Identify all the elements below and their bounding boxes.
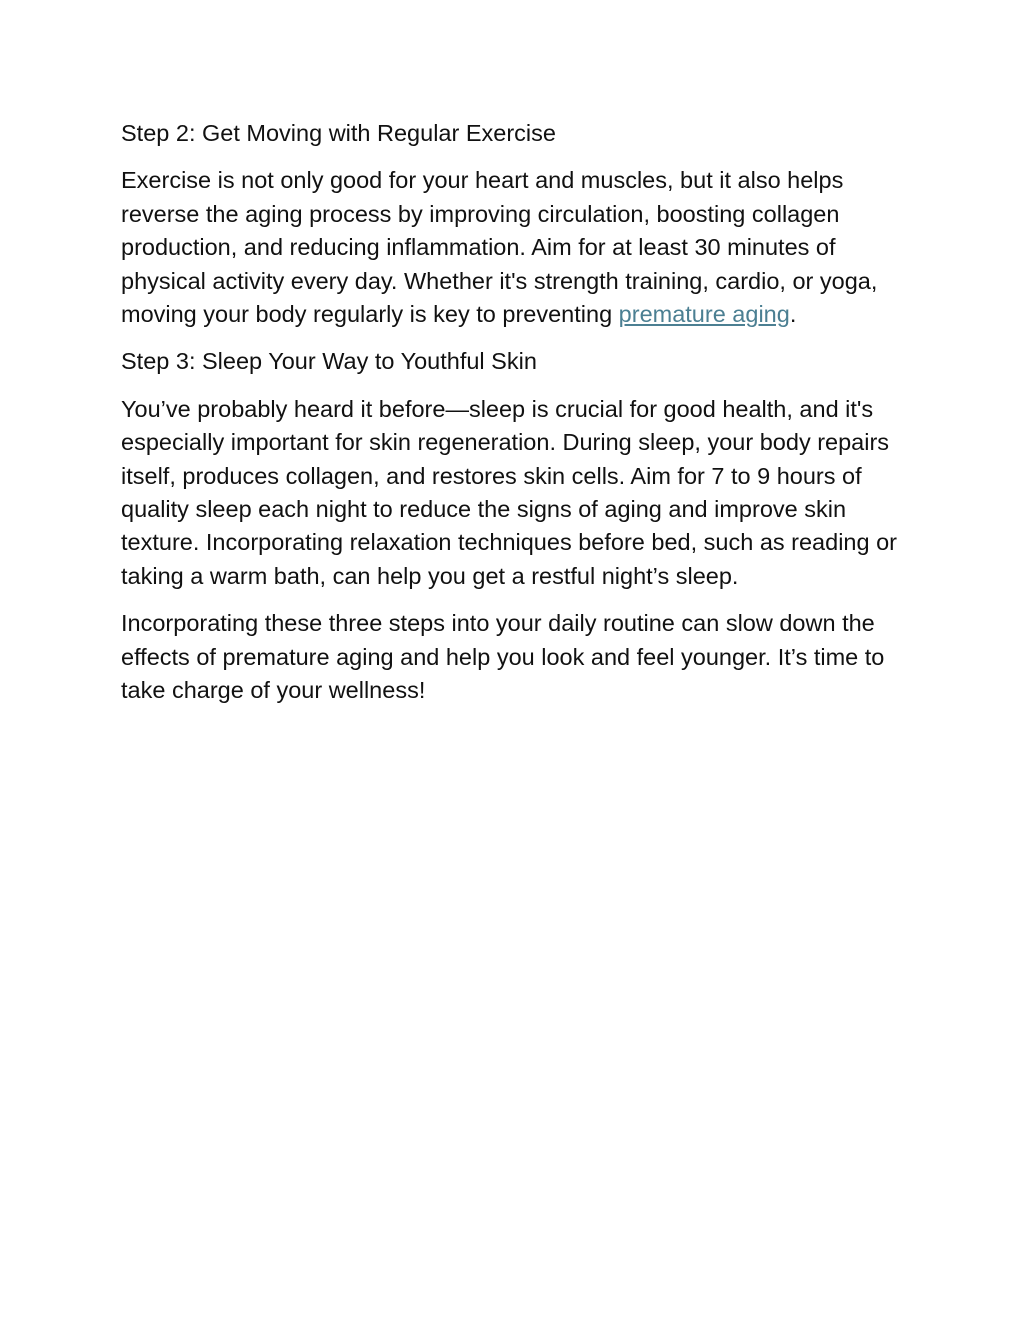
step-3-paragraph: You’ve probably heard it before—sleep is crucial for good health, and it's especially important for skin regeneration. During sleep, your body repairs itself, produces collagen, and restores skin cells. Aim for 7 to 9 hours of quality sleep each night to reduce the signs of aging and improve skin texture. Incorporating relaxation techniques before bed, such as reading or taking a warm bath, can help you get a restful night’s sleep. [121,395,897,589]
step-3-heading: Step 3: Sleep Your Way to Youthful Skin [121,348,537,375]
document-page [121,117,921,722]
step-2-body-text: Exercise is not only good for your heart and muscles, but it also helps reverse the aging process by improving circulation, boosting collagen production, and reducing inflammation. Aim for at least 30 minutes of physical activity every day. Whether it's strength training, cardio, or yoga, moving your body regularly is key to preventing [121,167,878,328]
step-2-paragraph [121,164,921,331]
step-2-heading: Step 2: Get Moving with Regular Exercise [121,120,556,146]
premature-aging-link[interactable]: premature aging [618,301,790,328]
step-2-body-end: . [789,301,797,328]
conclusion-paragraph: Incorporating these three steps into your daily routine can slow down the effects of premature aging and help you look and feel younger. It’s time to take charge of your wellness! [121,610,885,704]
